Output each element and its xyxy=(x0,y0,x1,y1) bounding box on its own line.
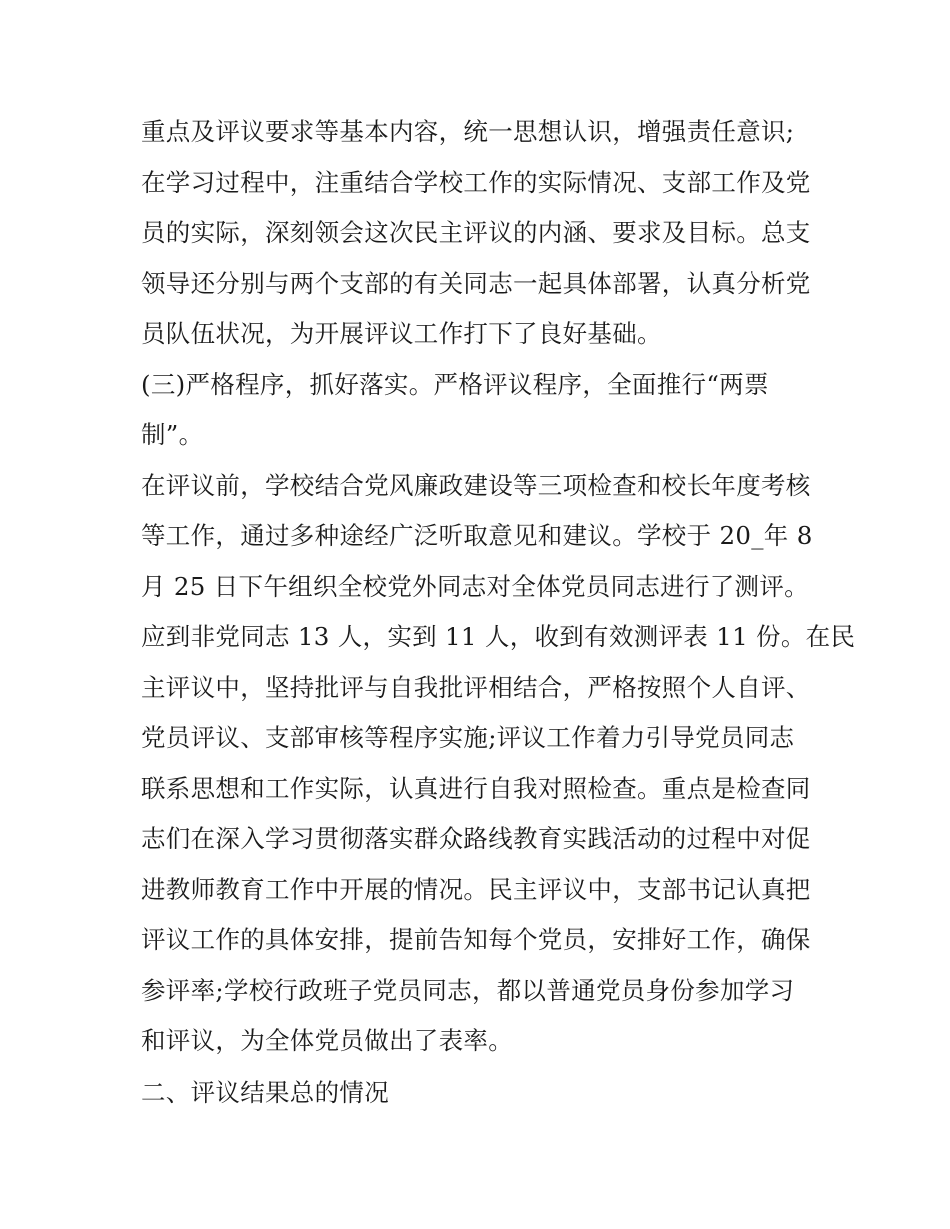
text-line: 进教师教育工作中开展的情况。民主评议中，支部书记认真把 xyxy=(141,874,811,904)
text-line: 党员评议、支部审核等程序实施;评议工作着力引导党员同志 xyxy=(141,723,795,752)
section-heading-line: (三)严格程序，抓好落实。严格评议程序，全面推行“两票 xyxy=(141,369,769,399)
text-line: 重点及评议要求等基本内容，统一思想认识，增强责任意识; xyxy=(141,117,795,146)
text-line: 在评议前，学校结合党风廉政建设等三项检查和校长年度考核 xyxy=(141,470,811,500)
text-line: 志们在深入学习贯彻落实群众路线教育实践活动的过程中对促 xyxy=(141,824,811,853)
text-line: 在学习过程中，注重结合学校工作的实际情况、支部工作及党 xyxy=(141,167,811,197)
document-body xyxy=(141,107,856,1118)
section-heading-line: 制”。 xyxy=(141,420,204,449)
text-line: 联系思想和工作实际，认真进行自我对照检查。重点是检查同 xyxy=(141,773,811,803)
section-heading: 二、评议结果总的情况 xyxy=(141,1077,389,1107)
text-line: 月 25 日下午组织全校党外同志对全体党员同志进行了测评。 xyxy=(141,571,809,601)
text-line: 参评率;学校行政班子党员同志，都以普通党员身份参加学习 xyxy=(141,975,795,1005)
text-line: 等工作，通过多种途经广泛听取意见和建议。学校于 20_年 8 xyxy=(141,521,813,550)
text-line: 主评议中，坚持批评与自我批评相结合，严格按照个人自评、 xyxy=(141,672,811,702)
text-line: 领导还分别与两个支部的有关同志一起具体部署，认真分析党 xyxy=(141,268,811,298)
text-line: 应到非党同志 13 人，实到 11 人，收到有效测评表 11 份。在民 xyxy=(141,622,856,651)
text-line: 评议工作的具体安排，提前告知每个党员，安排好工作，确保 xyxy=(141,925,811,954)
text-line: 和评议，为全体党员做出了表率。 xyxy=(141,1026,513,1055)
text-line: 员队伍状况，为开展评议工作打下了良好基础。 xyxy=(141,319,662,348)
text-line: 员的实际，深刻领会这次民主评议的内涵、要求及目标。总支 xyxy=(141,218,811,247)
